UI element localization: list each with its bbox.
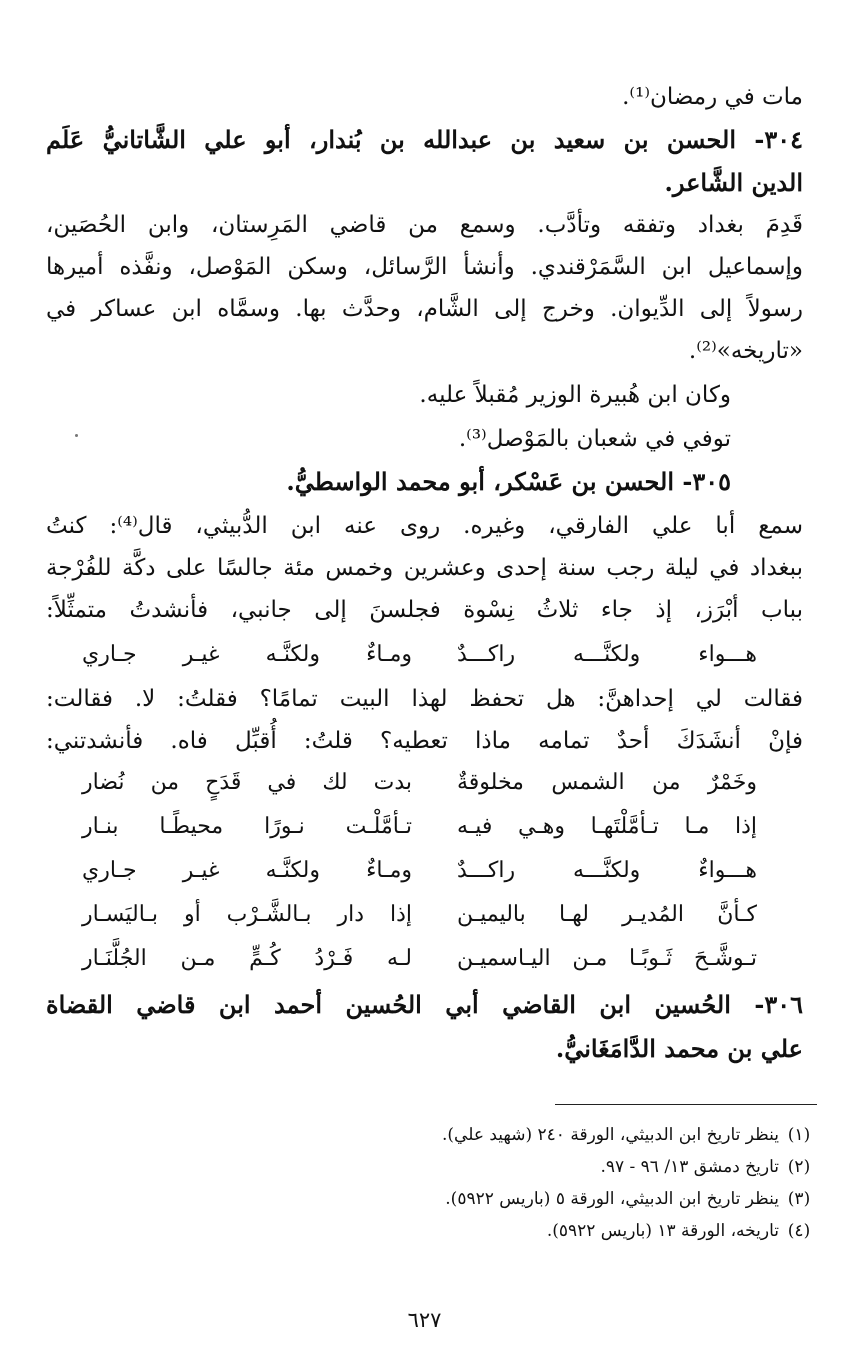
body-line: وإسماعيل ابن السَّمَرْقندي. وأنشأ الرَّسائل، وسكن المَوْصل، ونفَّذه أميرها [46, 254, 803, 280]
body-line: وكان ابن هُبيرة الوزير مُقبلاً عليه. [419, 382, 731, 408]
verse-second-hemistich: تـأمَّلْـت نـورًا محيطًـا بنـار [82, 814, 412, 839]
body-line: مات في رمضان⁽¹⁾. [622, 84, 803, 110]
body-line: فإنْ أنشَدَكَ أحدٌ تمامه ماذا تعطيه؟ قلتُ: أُقبِّل فاه. فأنشدتني: [46, 728, 803, 754]
verse-line [57, 768, 757, 798]
footnote-text: تاريخ دمشق ١٣/ ٩٦ - ٩٧. [600, 1157, 779, 1177]
footnote-number: (٤) [787, 1221, 811, 1241]
body-line: ببغداد في ليلة رجب سنة إحدى وعشرين وخمس مئة جالسًا على دكَّة للفُرْجة [46, 555, 803, 581]
verse-first-hemistich: تـوشَّـحَ ثَـوبًـا مـن اليـاسميـن [457, 946, 757, 971]
verse-first-hemistich: هـــواءٌ ولكنَّـــه راكـــدٌ [457, 858, 757, 883]
verse-second-hemistich: إذا دار بـالشَّـرْب أو بـاليَسـار [82, 902, 412, 927]
footnote [442, 1124, 819, 1146]
verse-line [57, 640, 757, 670]
footnote-number: (٢) [787, 1157, 811, 1177]
footnote-text: ينظر تاريخ ابن الدبيثي، الورقة ٥ (باريس ٥٩٢٢). [445, 1189, 779, 1209]
verse-second-hemistich: ومـاءٌ ولكنَّـه غيـر جـاري [82, 858, 412, 883]
entry-heading-306: ٣٠٦- الحُسين ابن القاضي أبي الحُسين أحمد ابن قاضي القضاة [46, 990, 803, 1019]
verse-first-hemistich: كـأنَّ المُديـر لهـا باليميـن [457, 902, 757, 927]
body-line: قَدِمَ بغداد وتفقه وتأدَّب. وسمع من قاضي المَرِستان، وابن الحُصَين، [46, 212, 803, 238]
entry-heading-306-cont: علي بن محمد الدَّامَغَانيُّ. [555, 1034, 803, 1063]
verse-second-hemistich: لـه فَـرْدُ كُـمٍّ مـن الجُلَّنَـار [82, 946, 412, 971]
body-line: فقالت لي إحداهنَّ: هل تحفظ لهذا البيت تمامًا؟ فقلتُ: لا. فقالت: [46, 686, 803, 712]
verse-first-hemistich: هـــواء ولكنَّـــه راكـــدٌ [457, 642, 757, 667]
entry-heading-304-cont: الدين الشَّاعر. [664, 168, 803, 197]
footnote-text: تاريخه، الورقة ١٣ (باريس ٥٩٢٢). [546, 1221, 779, 1241]
verse-line [57, 944, 757, 974]
body-line: توفي في شعبان بالمَوْصل⁽³⁾. [458, 426, 731, 452]
body-line: بباب أبْرَز، إذ جاء ثلاثُ نِسْوة فجلسنَ إلى جانبي، فأنشدتُ متمثِّلاً: [46, 597, 803, 623]
body-line: «تاريخه»⁽²⁾. [688, 338, 803, 364]
verse-line [57, 856, 757, 886]
footnote [547, 1220, 819, 1242]
footnote [600, 1156, 819, 1178]
footnote-number: (١) [787, 1125, 811, 1145]
verse-line [57, 900, 757, 930]
verse-first-hemistich: وخَمْرٌ من الشمس مخلوقةٌ [457, 770, 757, 795]
entry-heading-305: ٣٠٥- الحسن بن عَسْكر، أبو محمد الواسطيُّ. [286, 467, 731, 496]
body-line: سمع أبا علي الفارقي، وغيره. روى عنه ابن الدُّبيثي، قال⁽⁴⁾: كنتُ [46, 513, 803, 539]
page-number: ٦٢٧ [407, 1308, 442, 1332]
verse-line [57, 812, 757, 842]
entry-heading-304: ٣٠٤- الحسن بن سعيد بن عبدالله بن بُندار، أبو علي الشَّاتانيُّ عَلَم [46, 125, 803, 154]
verse-second-hemistich: ومـاءٌ ولكنَّـه غيـر جـاري [82, 642, 412, 667]
verse-second-hemistich: بدت لك في قَدَحٍ من نُضار [82, 770, 412, 795]
footnote [445, 1188, 819, 1210]
body-line: رسولاً إلى الدِّيوان. وخرج إلى الشَّام، وحدَّث بها. وسمَّاه ابن عساكر في [46, 296, 803, 322]
footnote-separator [555, 1104, 817, 1105]
footnote-text: ينظر تاريخ ابن الدبيثي، الورقة ٢٤٠ (شهيد علي). [441, 1125, 779, 1145]
verse-first-hemistich: إذا مـا تـأمَّلْتَهـا وهـي فيـه [457, 814, 757, 839]
footnote-number: (٣) [787, 1189, 811, 1209]
print-speck [75, 434, 78, 437]
